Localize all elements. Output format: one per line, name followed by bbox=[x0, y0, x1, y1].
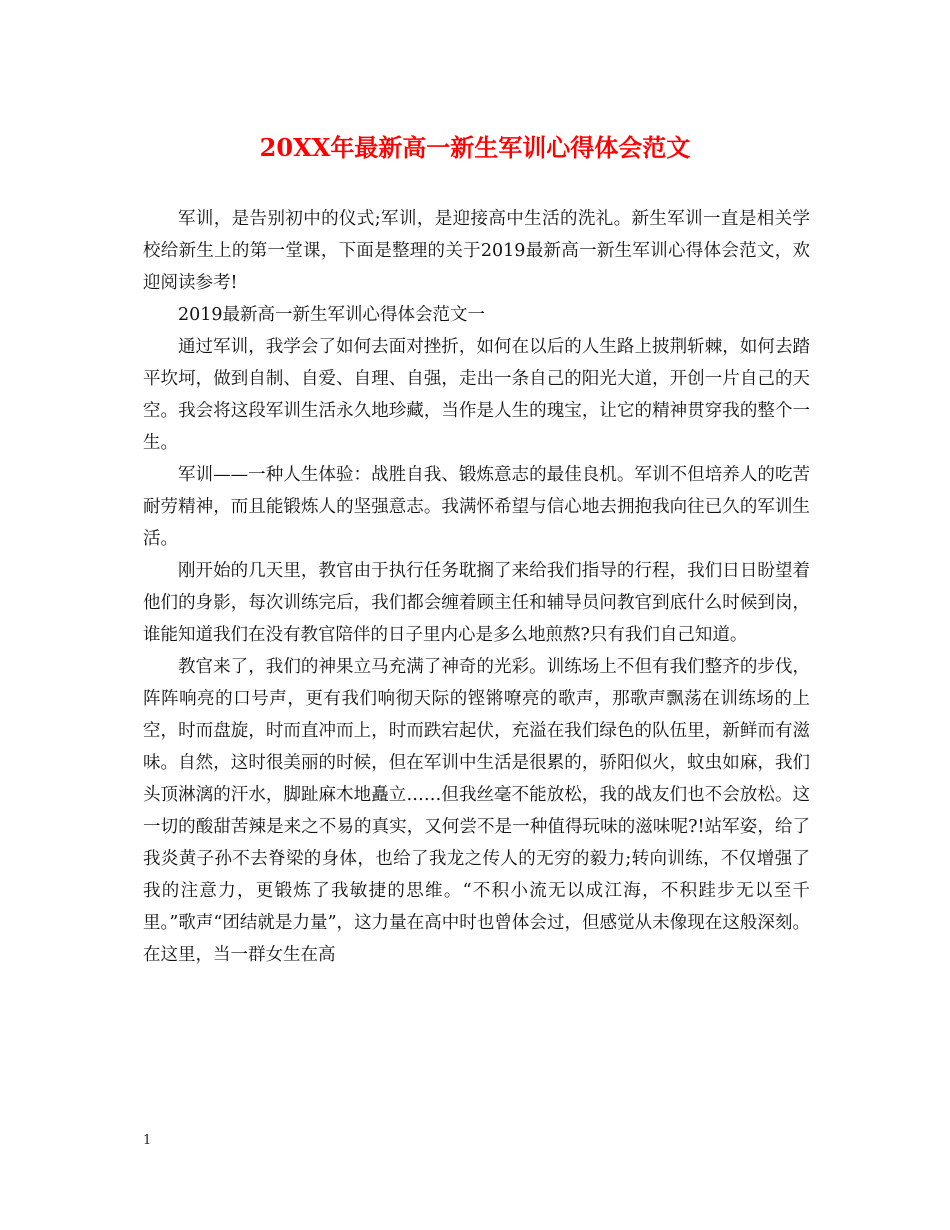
paragraph-intro: 军训，是告别初中的仪式;军训，是迎接高中生活的洗礼。新生军训一直是相关学校给新生上的第一堂课，下面是整理的关于2019最新高一新生军训心得体会范文，欢迎阅读参考! bbox=[143, 209, 810, 293]
document-title: 20XX年最新高一新生军训心得体会范文 bbox=[259, 133, 691, 162]
page-number: 1 bbox=[143, 1133, 152, 1148]
paragraph: 教官来了，我们的神果立马充满了神奇的光彩。训练场上不但有我们整齐的步伐，阵阵响亮的口号声，更有我们响彻天际的铿锵嘹亮的歌声，那歌声飘荡在训练场的上空，时而盘旋，时而直冲而上，时而跌宕起伏，充溢在我们绿色的队伍里，新鲜而有滋味。自然，这时很美丽的时候，但在军训中生活是很累的，骄阳似火，蚊虫如麻，我们头顶淋漓的汗水，脚趾麻木地矗立……但我丝毫不能放松，我的战友们也不会放松。这一切的酸甜苦辣是来之不易的真实，又何尝不是一种值得玩味的滋味呢?!站军姿，给了我炎黄子孙不去脊梁的身体，也给了我龙之传人的无穷的毅力;转向训练，不仅增强了我的注意力，更锻炼了我敏捷的思维。“不积小流无以成江海，不积跬步无以至千里。”歌声“团结就是力量”，这力量在高中时也曾体会过，但感觉从未像现在这般深刻。在这里，当一群女生在高 bbox=[143, 657, 810, 965]
paragraph: 通过军训，我学会了如何去面对挫折，如何在以后的人生路上披荆斩棘，如何去踏平坎坷，做到自制、自爱、自理、自强，走出一条自己的阳光大道，开创一片自己的天空。我会将这段军训生活永久地珍藏，当作是人生的瑰宝，让它的精神贯穿我的整个一生。 bbox=[143, 337, 810, 453]
paragraph: 刚开始的几天里，教官由于执行任务耽搁了来给我们指导的行程，我们日日盼望着他们的身影，每次训练完后，我们都会缠着顾主任和辅导员问教官到底什么时候到岗，谁能知道我们在没有教官陪伴的日子里内心是多么地煎熬?只有我们自己知道。 bbox=[143, 561, 810, 645]
paragraph-subheading: 2019最新高一新生军训心得体会范文一 bbox=[178, 305, 486, 325]
paragraph: 军训——一种人生体验：战胜自我、锻炼意志的最佳良机。军训不但培养人的吃苦耐劳精神，而且能锻炼人的坚强意志。我满怀希望与信心地去拥抱我向往已久的军训生活。 bbox=[143, 465, 810, 549]
document-body bbox=[143, 203, 810, 971]
